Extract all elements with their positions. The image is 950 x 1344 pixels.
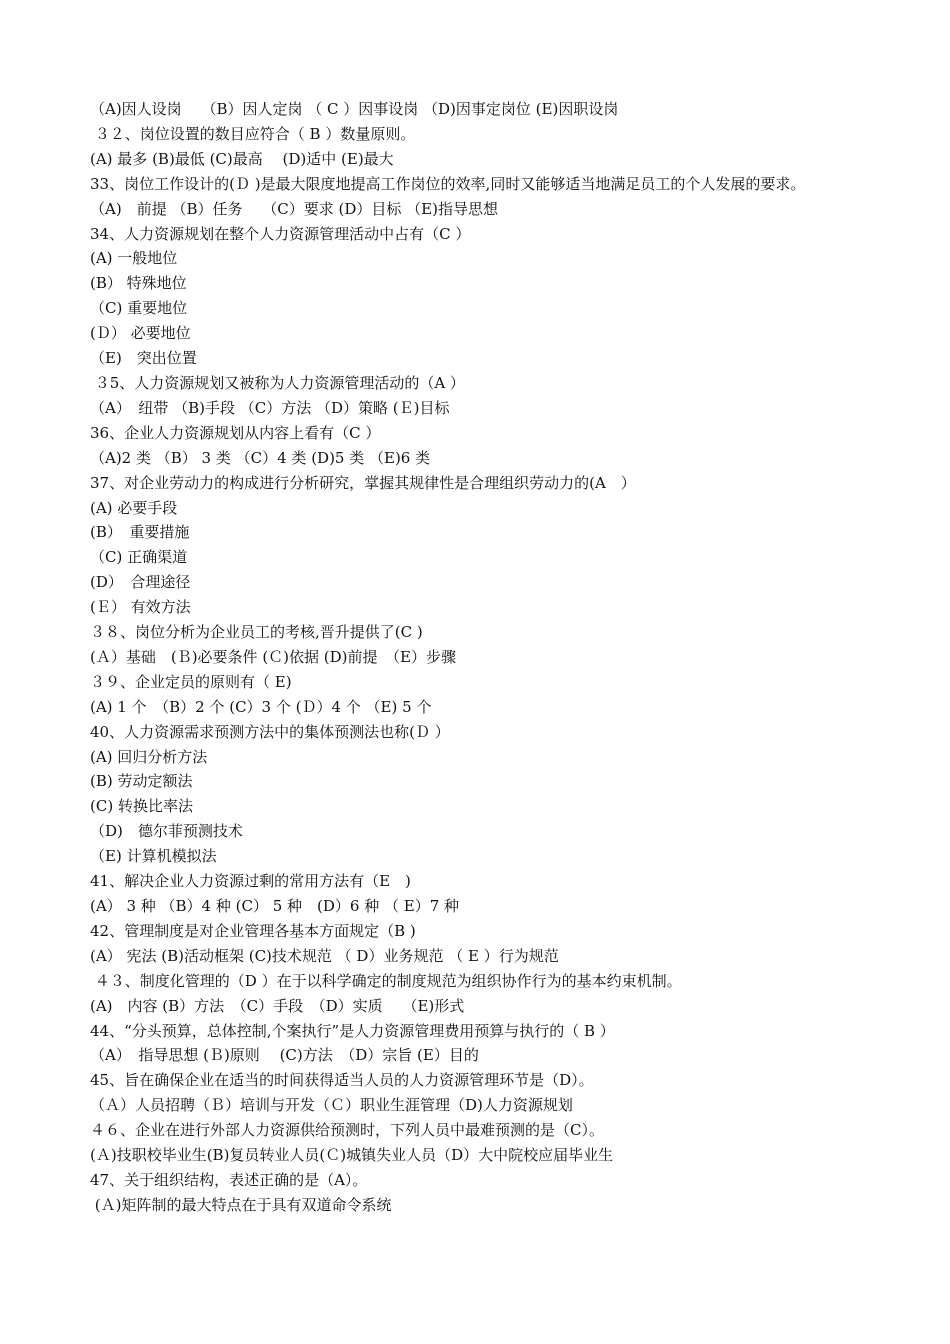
question-39: ３９、企业定员的原则有（ E) <box>90 672 292 691</box>
option-40-a: (A) 回归分析方法 <box>90 747 208 766</box>
question-40: 40、人力资源需求预测方法中的集体预测法也称(Ｄ ） <box>90 722 450 741</box>
option-40-e: （E) 计算机模拟法 <box>90 847 217 866</box>
question-32: ３２、岗位设置的数目应符合（ B ）数量原则。 <box>90 124 416 143</box>
question-38: ３８、岗位分析为企业员工的考核,晋升提供了(C ) <box>90 623 423 642</box>
option-34-c: （C) 重要地位 <box>90 299 188 318</box>
options-32: (A) 最多 (B)最低 (C)最高 (D)适中 (E)最大 <box>90 149 394 168</box>
options-43: (A) 内容 (B）方法 （C）手段 （D）实质 （E)形式 <box>90 996 465 1015</box>
option-40-c: (C) 转换比率法 <box>90 797 193 816</box>
question-43: ４３、制度化管理的（D ）在于以科学确定的制度规范为组织协作行为的基本约束机制。 <box>90 971 682 990</box>
options-35: （A） 纽带 （B)手段 （C）方法 （D）策略 (Ｅ)目标 <box>90 398 450 417</box>
option-37-a: (A) 必要手段 <box>90 498 178 517</box>
option-40-b: (B) 劳动定额法 <box>90 772 193 791</box>
question-47: 47、关于组织结构，表述正确的是（A）。 <box>90 1170 368 1189</box>
options-42: (A） 宪法 (B)活动框架 (C)技术规范 （ D）业务规范 （ E ）行为规范 <box>90 946 559 965</box>
question-37: 37、对企业劳动力的构成进行分析研究，掌握其规律性是合理组织劳动力的(A ） <box>90 473 636 492</box>
option-37-b: (B） 重要措施 <box>90 523 190 542</box>
question-46: ４６、企业在进行外部人力资源供给预测时，下列人员中最难预测的是（C）。 <box>90 1121 604 1140</box>
option-34-b: (B） 特殊地位 <box>90 274 187 293</box>
question-33: 33、岗位工作设计的(Ｄ )是最大限度地提高工作岗位的效率,同时又能够适当地满足员工的个人发展的要求。 <box>90 174 806 193</box>
option-37-d: (D） 合理途径 <box>90 573 191 592</box>
document-page <box>90 97 870 1218</box>
option-34-e: （E) 突出位置 <box>90 349 197 368</box>
question-35: ３5、人力资源规划又被称为人力资源管理活动的（A ） <box>90 373 465 392</box>
question-41: 41、解决企业人力资源过剩的常用方法有（E ) <box>90 872 411 891</box>
text-line: （A)因人设岗 （B）因人定岗 （ C ）因事设岗 （D)因事定岗位 (E)因职设岗 <box>90 100 619 118</box>
options-45: （Ａ）人员招聘（Ｂ）培训与开发（Ｃ）职业生涯管理（D)人力资源规划 <box>90 1096 573 1115</box>
question-34: 34、人力资源规划在整个人力资源管理活动中占有（C ） <box>90 224 471 243</box>
options-33: （A) 前提 （B）任务 （C）要求 (D）目标 （E)指导思想 <box>90 199 498 218</box>
options-44: （A） 指导思想 (Ｂ)原则 (C)方法 （D）宗旨 (E）目的 <box>90 1046 479 1065</box>
options-38: (Ａ）基础 (Ｂ)必要条件 (Ｃ)依据 (D)前提 （E）步骤 <box>90 647 456 666</box>
question-45: 45、旨在确保企业在适当的时间获得适当人员的人力资源管理环节是（D）。 <box>90 1071 594 1090</box>
options-36: （A)2 类 （B） 3 类 （C）4 类 (D)5 类 （E)6 类 <box>90 448 431 467</box>
option-47-a: (Ａ)矩阵制的最大特点在于具有双道命令系统 <box>90 1195 392 1214</box>
option-34-a: (A) 一般地位 <box>90 249 178 268</box>
option-37-c: （C) 正确渠道 <box>90 548 188 567</box>
options-41: (A） 3 种 （B）4 种 (C） 5 种 (D）6 种 （ E）7 种 <box>90 897 460 915</box>
options-39: (A) 1 个 （B）2 个 (C）3 个 (Ｄ）4 个 （E) 5 个 <box>90 697 432 716</box>
option-34-d: (Ｄ） 必要地位 <box>90 324 191 343</box>
question-44: 44、“分头预算，总体控制,个案执行”是人力资源管理费用预算与执行的（ B ） <box>90 1021 615 1040</box>
option-37-e: (Ｅ） 有效方法 <box>90 598 191 617</box>
options-46: (Ａ)技职校毕业生(B)复员转业人员(Ｃ)城镇失业人员（D）大中院校应届毕业生 <box>90 1146 614 1165</box>
option-40-d: （D) 德尔菲预测技术 <box>90 822 243 841</box>
question-36: 36、企业人力资源规划从内容上看有（C ） <box>90 423 381 442</box>
question-42: 42、管理制度是对企业管理各基本方面规定（B ) <box>90 921 416 940</box>
